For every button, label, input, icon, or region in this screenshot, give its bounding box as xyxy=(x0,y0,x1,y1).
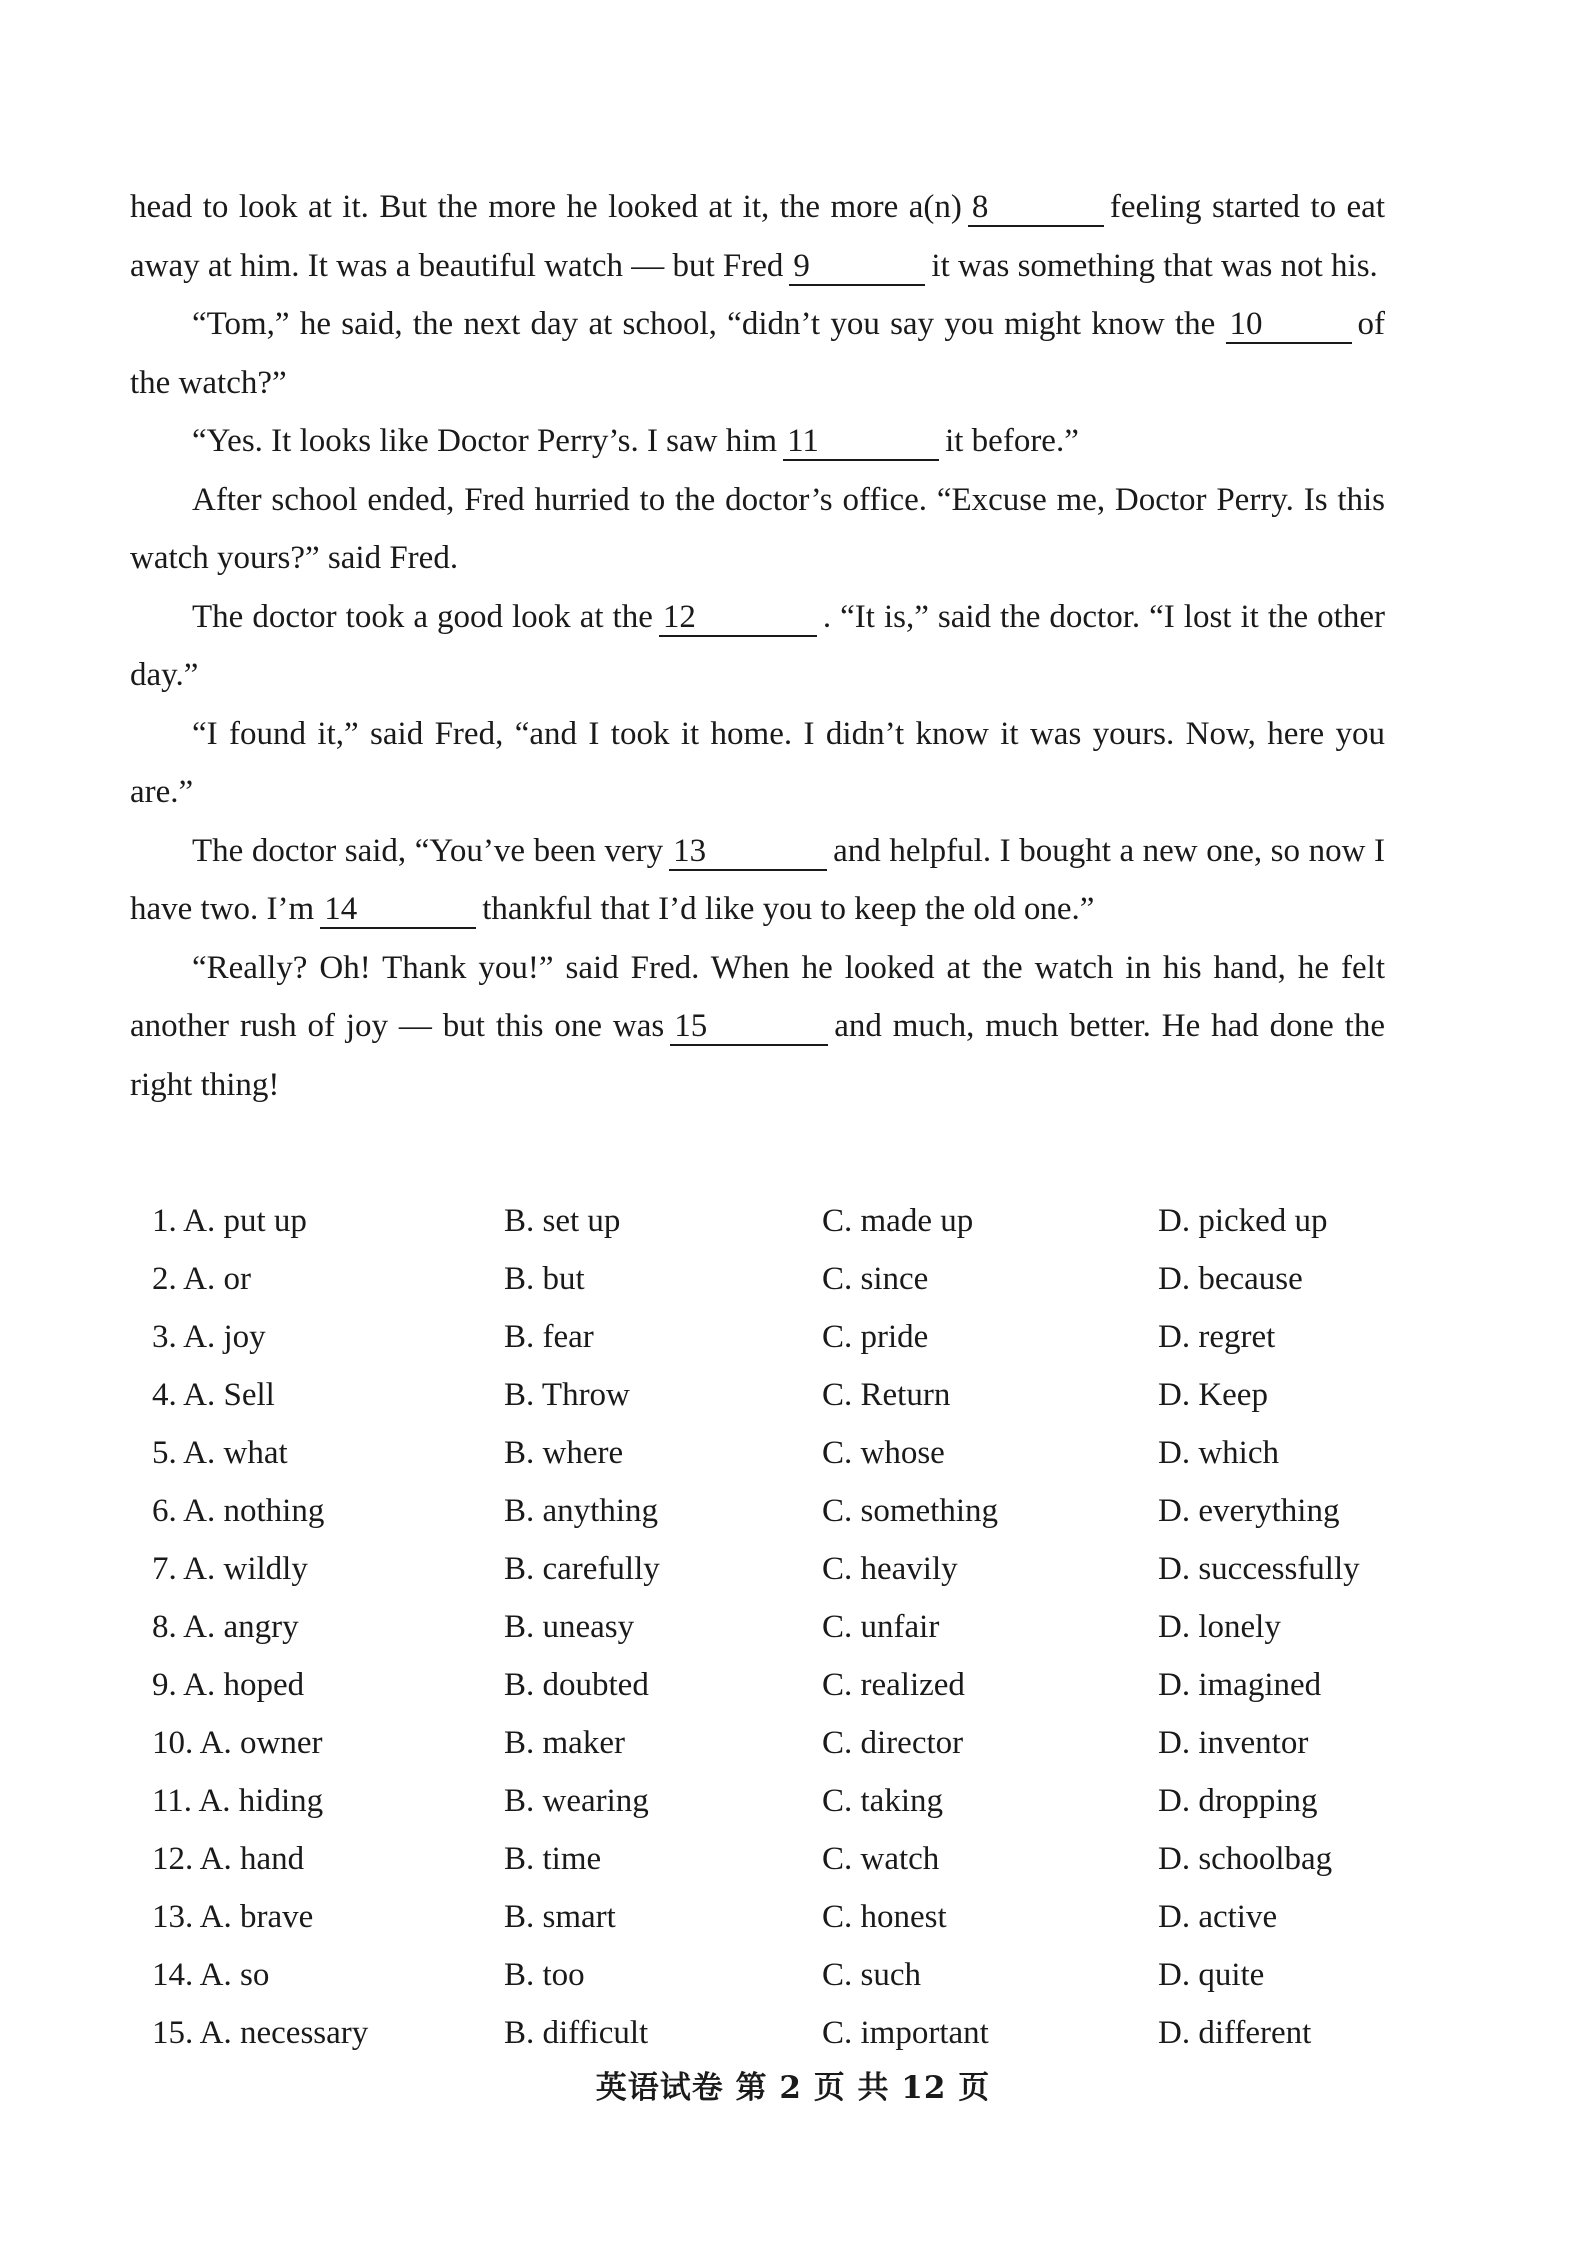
option-row-13 xyxy=(152,1888,1392,1946)
blank-14: 14 xyxy=(320,891,476,929)
paragraph-text: thankful that I’d like you to keep the old one.” xyxy=(482,891,1095,927)
option-row-10 xyxy=(152,1714,1392,1772)
option-b: B. Throw xyxy=(504,1376,630,1413)
option-c: C. pride xyxy=(822,1318,929,1355)
option-row-11 xyxy=(152,1772,1392,1830)
option-row-12 xyxy=(152,1830,1392,1888)
option-b: B. where xyxy=(504,1434,624,1471)
option-row-8 xyxy=(152,1598,1392,1656)
option-a: 15. A. necessary xyxy=(152,2014,369,2051)
option-a: 11. A. hiding xyxy=(152,1782,324,1819)
option-b: B. difficult xyxy=(504,2014,649,2051)
blank-15: 15 xyxy=(670,1008,828,1046)
paragraph-text: and much, much better. He had done the right thing! xyxy=(130,1008,1385,1103)
option-b: B. set up xyxy=(504,1202,621,1239)
option-c: C. since xyxy=(822,1260,929,1297)
option-d: D. schoolbag xyxy=(1158,1840,1333,1877)
option-a: 6. A. nothing xyxy=(152,1492,325,1529)
option-a: 3. A. joy xyxy=(152,1318,266,1355)
option-a: 2. A. or xyxy=(152,1260,251,1297)
blank-13: 13 xyxy=(669,833,827,871)
option-b: B. carefully xyxy=(504,1550,660,1587)
paragraph-text: The doctor took a good look at the xyxy=(192,598,653,635)
option-row-14 xyxy=(152,1946,1392,2004)
option-c: C. watch xyxy=(822,1840,940,1877)
option-row-2 xyxy=(152,1250,1392,1308)
cloze-passage xyxy=(130,178,1385,1114)
option-d: D. everything xyxy=(1158,1492,1340,1529)
option-d: D. because xyxy=(1158,1260,1303,1297)
option-d: D. quite xyxy=(1158,1956,1265,1993)
option-d: D. which xyxy=(1158,1434,1279,1471)
option-c: C. director xyxy=(822,1724,964,1761)
option-a: 13. A. brave xyxy=(152,1898,314,1935)
paragraph-2 xyxy=(130,295,1385,412)
option-row-15 xyxy=(152,2004,1392,2062)
blank-8: 8 xyxy=(968,189,1104,227)
option-c: C. whose xyxy=(822,1434,945,1471)
option-a: 1. A. put up xyxy=(152,1202,307,1239)
option-d: D. successfully xyxy=(1158,1550,1360,1587)
page-footer: 英语试卷 第 2 页 共 12 页 xyxy=(595,2070,991,2106)
option-c: C. something xyxy=(822,1492,999,1529)
blank-10: 10 xyxy=(1226,306,1352,344)
option-c: C. honest xyxy=(822,1898,947,1935)
option-d: D. Keep xyxy=(1158,1376,1268,1413)
option-d: D. different xyxy=(1158,2014,1312,2051)
option-b: B. fear xyxy=(504,1318,594,1355)
option-b: B. maker xyxy=(504,1724,625,1761)
paragraph-text: it before.” xyxy=(945,423,1079,459)
blank-9: 9 xyxy=(789,248,925,286)
paragraph-text: . “It is,” said the doctor. “I lost it the other day.” xyxy=(130,598,1385,693)
paragraph-text: of the watch?” xyxy=(130,306,1386,401)
blank-12: 12 xyxy=(659,599,817,637)
paragraph-7 xyxy=(130,822,1385,939)
option-d: D. imagined xyxy=(1158,1666,1322,1703)
paragraph-1 xyxy=(130,178,1385,295)
option-d: D. regret xyxy=(1158,1318,1276,1355)
option-row-7 xyxy=(152,1540,1392,1598)
option-c: C. important xyxy=(822,2014,989,2051)
blank-11: 11 xyxy=(783,423,939,461)
option-a: 10. A. owner xyxy=(152,1724,323,1761)
option-d: D. lonely xyxy=(1158,1608,1281,1645)
paragraph-6 xyxy=(130,705,1385,822)
option-a: 12. A. hand xyxy=(152,1840,305,1877)
option-d: D. active xyxy=(1158,1898,1278,1935)
option-b: B. too xyxy=(504,1956,585,1993)
paragraph-text: it was something that was not his. xyxy=(931,247,1378,284)
option-b: B. doubted xyxy=(504,1666,649,1703)
option-c: C. such xyxy=(822,1956,921,1993)
option-a: 8. A. angry xyxy=(152,1608,299,1645)
paragraph-4 xyxy=(130,471,1385,588)
option-b: B. uneasy xyxy=(504,1608,635,1645)
paragraph-text: “I found it,” said Fred, “and I took it home. I didn’t know it was yours. Now, here you are.” xyxy=(130,715,1385,810)
option-d: D. inventor xyxy=(1158,1724,1309,1761)
option-c: C. made up xyxy=(822,1202,974,1239)
option-b: B. but xyxy=(504,1260,585,1297)
option-row-4 xyxy=(152,1366,1392,1424)
option-c: C. unfair xyxy=(822,1608,940,1645)
option-a: 7. A. wildly xyxy=(152,1550,308,1587)
paragraph-text: “Really? Oh! Thank you!” said Fred. When he looked at the watch in his hand, he felt another rush of joy — but this one was xyxy=(130,949,1385,1044)
option-c: C. taking xyxy=(822,1782,943,1819)
paragraph-text: After school ended, Fred hurried to the doctor’s office. “Excuse me, Doctor Perry. Is this watch yours?” said Fred. xyxy=(130,481,1385,576)
paragraph-text: and helpful. I bought a new one, so now I have two. I’m xyxy=(130,832,1385,927)
paragraph-5 xyxy=(130,588,1385,705)
answer-options xyxy=(152,1192,1392,2062)
option-b: B. anything xyxy=(504,1492,658,1529)
option-row-9 xyxy=(152,1656,1392,1714)
paragraph-text: The doctor said, “You’ve been very xyxy=(192,832,664,869)
paragraph-8 xyxy=(130,939,1385,1115)
paragraph-text: head to look at it. But the more he looked at it, the more a(n) xyxy=(130,189,962,225)
option-d: D. dropping xyxy=(1158,1782,1318,1819)
paragraph-3 xyxy=(130,412,1385,471)
option-c: C. heavily xyxy=(822,1550,958,1587)
paragraph-text: “Yes. It looks like Doctor Perry’s. I saw him xyxy=(192,423,778,459)
option-a: 4. A. Sell xyxy=(152,1376,275,1413)
option-d: D. picked up xyxy=(1158,1202,1328,1239)
paragraph-text: feeling started to eat away at him. It was a beautiful watch — but Fred xyxy=(130,189,1385,284)
option-row-5 xyxy=(152,1424,1392,1482)
option-a: 14. A. so xyxy=(152,1956,270,1993)
option-a: 5. A. what xyxy=(152,1434,288,1471)
paragraph-text: “Tom,” he said, the next day at school, “didn’t you say you might know the xyxy=(192,306,1216,342)
option-row-6 xyxy=(152,1482,1392,1540)
option-b: B. time xyxy=(504,1840,602,1877)
option-c: C. realized xyxy=(822,1666,965,1703)
option-row-3 xyxy=(152,1308,1392,1366)
option-c: C. Return xyxy=(822,1376,951,1413)
option-a: 9. A. hoped xyxy=(152,1666,305,1703)
option-row-1 xyxy=(152,1192,1392,1250)
option-b: B. wearing xyxy=(504,1782,649,1819)
option-b: B. smart xyxy=(504,1898,616,1935)
